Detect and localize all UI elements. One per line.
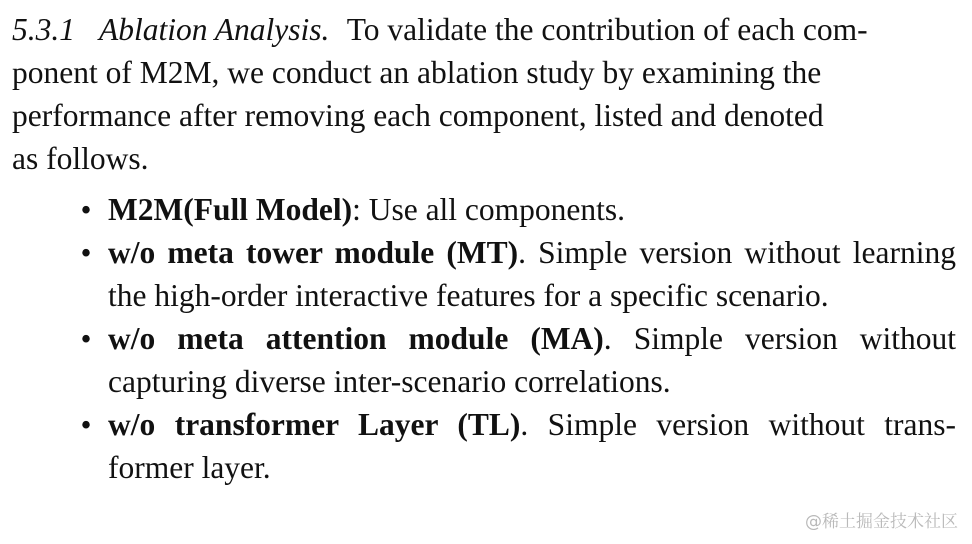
intro-line: performance after removing each component, listed and denoted	[12, 98, 824, 133]
section-title: Ablation Analysis.	[99, 12, 330, 47]
intro-line: as follows.	[12, 141, 149, 176]
intro-line: ponent of M2M, we conduct an ablation study by examining the	[12, 55, 822, 90]
intro-line: To validate the contribution of each com-	[346, 12, 868, 47]
component-list	[12, 188, 956, 489]
paper-page	[12, 8, 956, 489]
list-item	[12, 317, 956, 403]
bullet: •	[80, 407, 92, 442]
bullet: •	[80, 235, 92, 270]
item-description: . Simple version without trans-former layer.	[108, 407, 956, 485]
item-description: . Simple version without learning the high-order interactive features for a specific scenario.	[108, 235, 956, 313]
item-term: M2M(Full Model)	[108, 192, 353, 227]
item-term: w/o meta attention module (MA)	[108, 321, 604, 356]
item-description: . Simple version without capturing diverse inter-scenario correlations.	[108, 321, 956, 399]
list-item	[12, 188, 956, 231]
list-item	[12, 231, 956, 317]
bullet: •	[80, 321, 92, 356]
section-paragraph	[12, 8, 956, 180]
item-term: w/o meta tower module (MT)	[108, 235, 519, 270]
item-term: w/o transformer Layer (TL)	[108, 407, 521, 442]
section-number: 5.3.1	[12, 12, 75, 47]
item-description: : Use all components.	[352, 192, 626, 227]
bullet: •	[80, 192, 92, 227]
watermark-text: @稀土掘金技术社区	[805, 512, 958, 532]
list-item	[12, 403, 956, 489]
